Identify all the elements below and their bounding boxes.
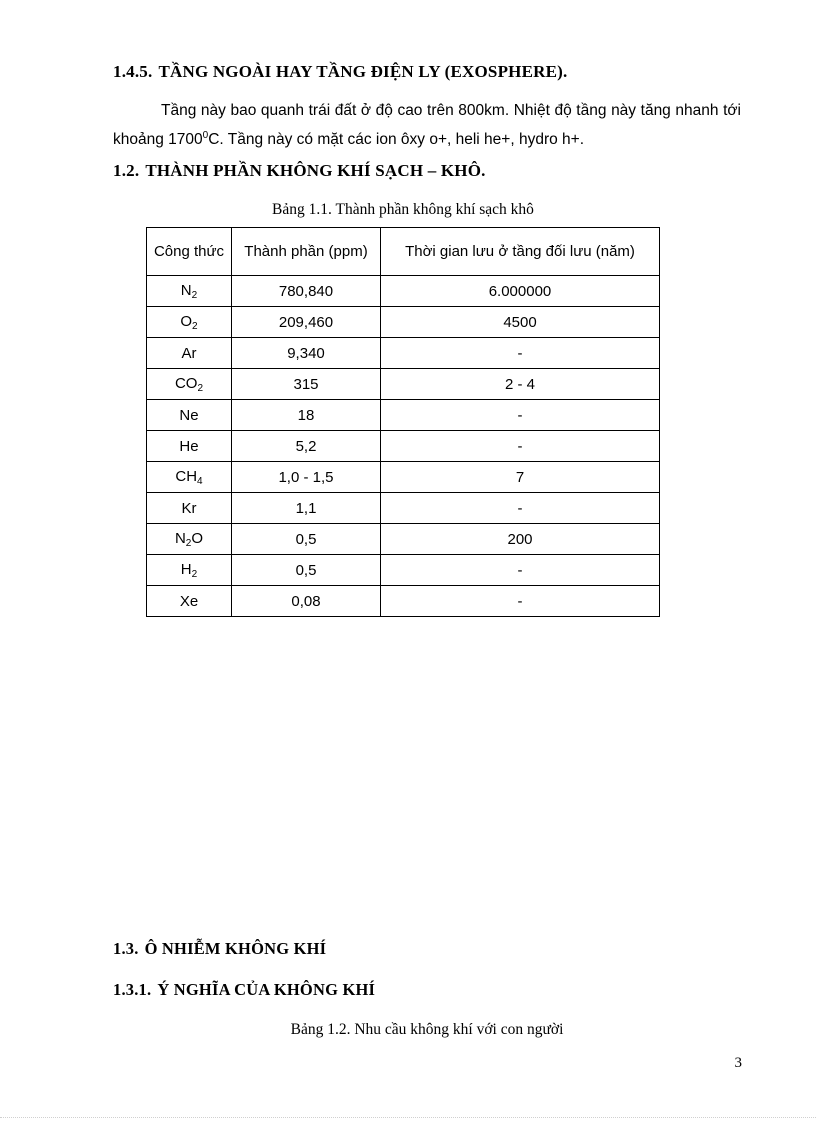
formula-subscript: 2 <box>192 320 198 332</box>
residence-time-cell: - <box>381 338 660 369</box>
page-bottom-divider <box>0 1117 816 1118</box>
table-row <box>147 524 660 555</box>
residence-time-cell: - <box>381 400 660 431</box>
formula-cell <box>147 524 232 555</box>
residence-time-cell: - <box>381 586 660 617</box>
header-ppm: Thành phần (ppm) <box>232 228 381 276</box>
table-row <box>147 276 660 307</box>
formula-base: N <box>180 281 192 299</box>
table1-caption: Bảng 1.1. Thành phần không khí sạch khô <box>272 201 534 218</box>
formula-subscript: 2 <box>191 568 198 580</box>
formula-base: N <box>174 529 186 547</box>
ppm-cell: 315 <box>232 369 381 400</box>
exosphere-paragraph <box>113 98 741 152</box>
table-header-row <box>147 228 660 276</box>
section-title: THÀNH PHẦN KHÔNG KHÍ SẠCH – KHÔ. <box>145 161 486 180</box>
formula-base: H <box>180 560 192 578</box>
formula-base: Kr <box>181 499 197 517</box>
table-row <box>147 338 660 369</box>
residence-time-cell: 2 - 4 <box>381 369 660 400</box>
section-number: 1.2. <box>113 161 140 180</box>
table-row <box>147 586 660 617</box>
table-row <box>147 555 660 586</box>
table-row <box>147 493 660 524</box>
ppm-cell: 0,08 <box>232 586 381 617</box>
paragraph-text-1: Tầng này bao quanh trái đất ở độ cao trên 800km. Nhiệt độ tầng này tăng nhanh tới khoảng 1700 <box>113 102 741 148</box>
section-heading-exosphere <box>113 62 567 82</box>
composition-table <box>146 227 660 617</box>
formula-cell <box>147 338 232 369</box>
formula-subscript: 2 <box>185 537 192 549</box>
section-number: 1.3. <box>113 939 139 958</box>
ppm-cell: 209,460 <box>232 307 381 338</box>
ppm-cell: 0,5 <box>232 555 381 586</box>
residence-time-cell: - <box>381 555 660 586</box>
residence-time-cell: 7 <box>381 462 660 493</box>
table-row <box>147 369 660 400</box>
formula-cell <box>147 276 232 307</box>
formula-tail: O <box>191 529 204 547</box>
formula-cell <box>147 307 232 338</box>
formula-base: Xe <box>179 592 199 610</box>
page-number: 3 <box>734 1055 742 1071</box>
residence-time-cell: - <box>381 493 660 524</box>
formula-cell <box>147 400 232 431</box>
section-heading-composition <box>113 161 486 181</box>
header-formula: Công thức <box>147 228 232 276</box>
section-heading-meaning <box>113 980 375 1000</box>
table-row <box>147 307 660 338</box>
formula-cell <box>147 462 232 493</box>
formula-cell <box>147 493 232 524</box>
formula-subscript: 2 <box>191 289 198 301</box>
formula-base: CO <box>174 374 198 392</box>
formula-cell <box>147 555 232 586</box>
ppm-cell: 780,840 <box>232 276 381 307</box>
formula-subscript: 4 <box>197 475 203 487</box>
formula-base: CH <box>175 467 198 485</box>
residence-time-cell: 6.000000 <box>381 276 660 307</box>
formula-cell <box>147 369 232 400</box>
formula-base: Ar <box>181 344 197 362</box>
section-title: Ý NGHĨA CỦA KHÔNG KHÍ <box>157 980 376 999</box>
formula-base: He <box>179 437 199 455</box>
residence-time-cell: 4500 <box>381 307 660 338</box>
table-row <box>147 400 660 431</box>
section-heading-pollution <box>113 939 326 959</box>
table-row <box>147 462 660 493</box>
section-number: 1.3.1. <box>113 980 152 999</box>
table2-caption: Bảng 1.2. Nhu cầu không khí với con người <box>290 1021 564 1038</box>
ppm-cell: 18 <box>232 400 381 431</box>
residence-time-cell: 200 <box>381 524 660 555</box>
header-residence-time: Thời gian lưu ở tầng đối lưu (năm) <box>381 228 660 276</box>
table-row <box>147 431 660 462</box>
paragraph-text-2: C. Tầng này có mặt các ion ôxy o+, heli he+, hydro h+. <box>208 131 585 148</box>
residence-time-cell: - <box>381 431 660 462</box>
formula-cell <box>147 586 232 617</box>
ppm-cell: 5,2 <box>232 431 381 462</box>
degree-superscript: 0 <box>202 130 209 141</box>
ppm-cell: 9,340 <box>232 338 381 369</box>
ppm-cell: 1,0 - 1,5 <box>232 462 381 493</box>
formula-subscript: 2 <box>197 382 204 394</box>
formula-base: Ne <box>179 406 199 424</box>
section-number: 1.4.5. <box>113 62 153 81</box>
ppm-cell: 0,5 <box>232 524 381 555</box>
formula-base: O <box>180 312 193 330</box>
section-title: TẦNG NGOÀI HAY TẦNG ĐIỆN LY (EXOSPHERE). <box>158 62 568 81</box>
formula-cell <box>147 431 232 462</box>
ppm-cell: 1,1 <box>232 493 381 524</box>
section-title: Ô NHIỄM KHÔNG KHÍ <box>144 939 327 958</box>
